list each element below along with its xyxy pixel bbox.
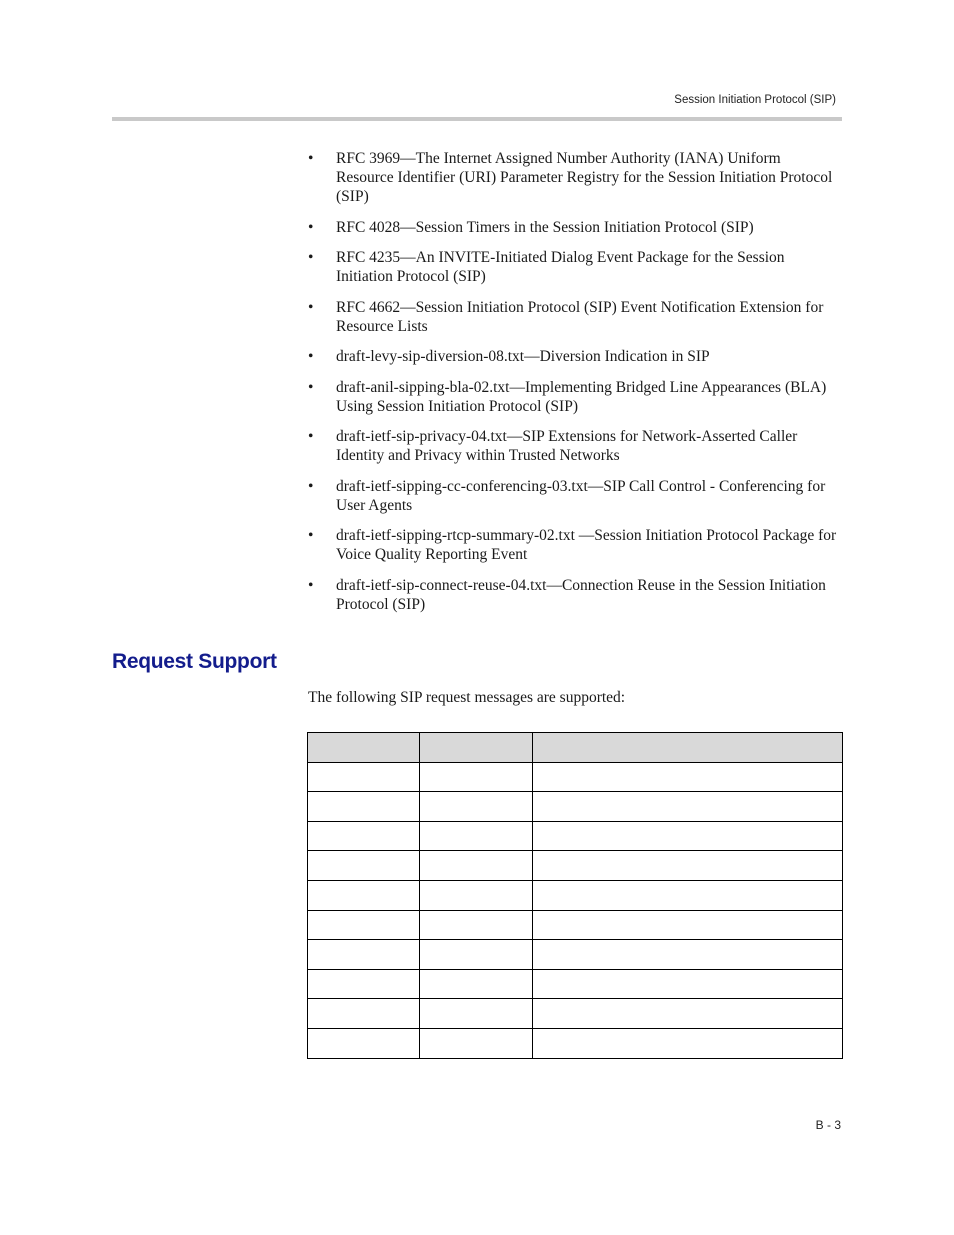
table-cell xyxy=(308,762,420,792)
bullet-icon: • xyxy=(308,298,314,316)
table-header-row xyxy=(308,733,843,763)
list-item-text: RFC 3969—The Internet Assigned Number Authority (IANA) Uniform Resource Identifier (URI) Parameter Registry for the Session Initiation Protocol (SIP) xyxy=(336,150,833,205)
bullet-icon: • xyxy=(308,218,314,236)
table-cell xyxy=(420,851,533,881)
table-row xyxy=(308,1028,843,1058)
table-cell xyxy=(308,851,420,881)
list-item xyxy=(308,218,842,237)
bullet-icon: • xyxy=(308,249,314,266)
list-item-text: draft-ietf-sip-connect-reuse-04.txt—Connection Reuse in the Session Initiation Protocol (SIP) xyxy=(336,576,826,613)
table-cell xyxy=(533,910,843,940)
list-item-text: RFC 4028—Session Timers in the Session Initiation Protocol (SIP) xyxy=(336,218,754,236)
table-cell xyxy=(308,999,420,1029)
bullet-icon: • xyxy=(308,378,314,396)
table-header-cell xyxy=(420,733,533,763)
section-intro: The following SIP request messages are supported: xyxy=(308,689,626,706)
table-cell xyxy=(308,792,420,822)
rfc-list xyxy=(308,149,842,625)
bullet-icon: • xyxy=(308,576,314,594)
bullet-icon: • xyxy=(308,150,314,167)
table-row xyxy=(308,910,843,940)
table-cell xyxy=(308,821,420,851)
table-cell xyxy=(420,1028,533,1058)
table-cell xyxy=(420,821,533,851)
table-cell xyxy=(533,762,843,792)
table-row xyxy=(308,880,843,910)
table-cell xyxy=(420,880,533,910)
list-item xyxy=(308,477,842,515)
page-number: B - 3 xyxy=(815,1118,841,1132)
list-item xyxy=(308,347,842,366)
table-header-cell xyxy=(533,733,843,763)
list-item-text: RFC 4662—Session Initiation Protocol (SIP) Event Notification Extension for Resource Lists xyxy=(336,298,824,335)
table-row xyxy=(308,940,843,970)
request-messages-table xyxy=(307,732,843,1059)
table-cell xyxy=(533,792,843,822)
table-cell xyxy=(533,969,843,999)
bullet-icon: • xyxy=(308,428,314,445)
list-item-text: draft-ietf-sipping-rtcp-summary-02.txt —Session Initiation Protocol Package for Voice Quality Reporting Event xyxy=(336,527,837,563)
table-cell xyxy=(420,999,533,1029)
table-cell xyxy=(420,762,533,792)
list-item xyxy=(308,427,842,465)
table-cell xyxy=(420,940,533,970)
table-cell xyxy=(308,940,420,970)
section-heading: Request Support xyxy=(112,650,277,673)
table-cell xyxy=(533,999,843,1029)
list-item-text: draft-ietf-sip-privacy-04.txt—SIP Extensions for Network-Asserted Caller Identity and Privacy within Trusted Networks xyxy=(336,428,798,464)
table-cell xyxy=(308,1028,420,1058)
table-row xyxy=(308,821,843,851)
list-item-text: draft-ietf-sipping-cc-conferencing-03.txt—SIP Call Control - Conferencing for User Agents xyxy=(336,477,826,514)
list-item xyxy=(308,576,842,614)
table-cell xyxy=(533,940,843,970)
list-item-text: draft-levy-sip-diversion-08.txt—Diversion Indication in SIP xyxy=(336,348,710,365)
table-row xyxy=(308,999,843,1029)
running-header: Session Initiation Protocol (SIP) xyxy=(674,94,836,106)
bullet-icon: • xyxy=(308,348,314,365)
table-cell xyxy=(308,880,420,910)
table-cell xyxy=(308,910,420,940)
table-cell xyxy=(420,792,533,822)
list-item-text: draft-anil-sipping-bla-02.txt—Implementing Bridged Line Appearances (BLA) Using Session Initiation Protocol (SIP) xyxy=(336,378,827,415)
table-cell xyxy=(533,880,843,910)
list-item xyxy=(308,248,842,286)
table-cell xyxy=(533,821,843,851)
table-cell xyxy=(308,969,420,999)
list-item xyxy=(308,378,842,416)
table-cell xyxy=(533,1028,843,1058)
list-item xyxy=(308,526,842,564)
bullet-icon: • xyxy=(308,527,314,544)
table-row xyxy=(308,969,843,999)
bullet-icon: • xyxy=(308,477,314,495)
table-row xyxy=(308,792,843,822)
list-item xyxy=(308,149,842,206)
table-cell xyxy=(533,851,843,881)
table-row xyxy=(308,762,843,792)
table-cell xyxy=(420,969,533,999)
table-cell xyxy=(420,910,533,940)
list-item-text: RFC 4235—An INVITE-Initiated Dialog Event Package for the Session Initiation Protocol (SIP) xyxy=(336,249,785,285)
table-row xyxy=(308,851,843,881)
table-header-cell xyxy=(308,733,420,763)
header-rule xyxy=(112,117,842,121)
list-item xyxy=(308,298,842,336)
